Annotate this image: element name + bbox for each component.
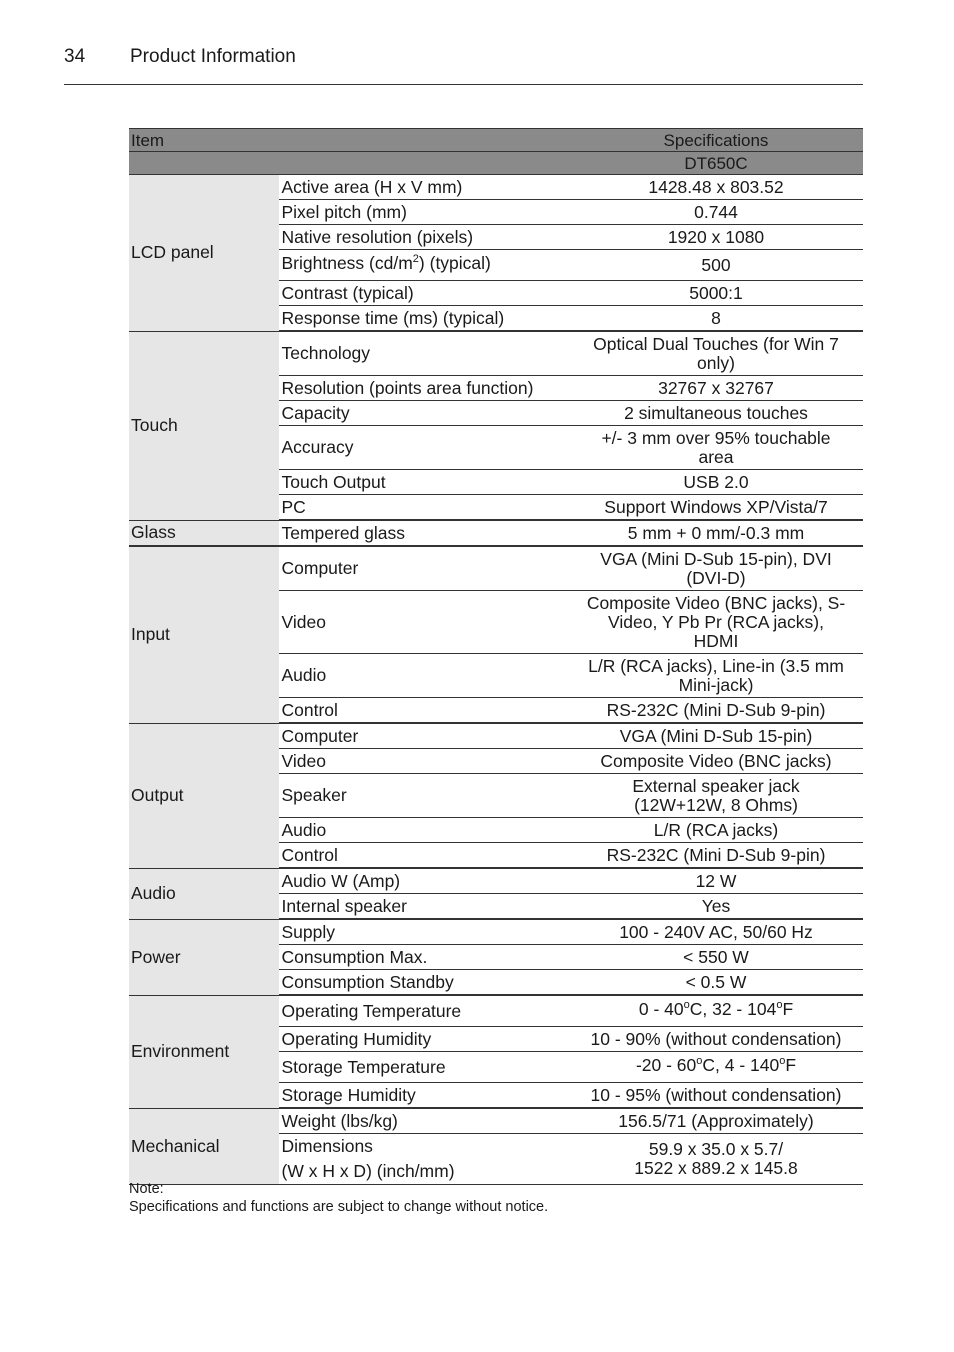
spec-value [569,546,863,591]
spec-label: Video [279,749,569,774]
page-header [64,44,863,85]
category-cell: Touch [129,331,279,520]
value-line: VGA (Mini D-Sub 15-pin), DVI [600,548,832,569]
spec-value [569,426,863,470]
spec-label: Resolution (points area function) [279,376,569,401]
spec-label: Control [279,843,569,869]
category-cell: Power [129,919,279,995]
spec-value: RS-232C (Mini D-Sub 9-pin) [569,843,863,869]
note-title: Note: [129,1181,164,1197]
value-line: 1522 x 889.2 x 145.8 [634,1158,798,1178]
spec-label: Video [279,591,569,654]
spec-value: 10 - 95% (without condensation) [569,1083,863,1109]
spec-value: 1428.48 x 803.52 [569,175,863,200]
spec-value: 0.744 [569,200,863,225]
value-line: +/- 3 mm over 95% touchable [601,427,831,448]
spec-label: Storage Humidity [279,1083,569,1109]
spec-label: Operating Humidity [279,1027,569,1052]
spec-value: 100 - 240V AC, 50/60 Hz [569,919,863,945]
spec-value [569,654,863,698]
table-row [129,331,863,376]
spec-label: Speaker [279,774,569,818]
spec-label: Control [279,698,569,724]
value-line: Video, Y Pb Pr (RCA jacks), [608,611,824,632]
spec-label: Computer [279,723,569,749]
category-cell: Audio [129,868,279,919]
spec-label: Weight (lbs/kg) [279,1108,569,1134]
spec-value: USB 2.0 [569,470,863,495]
spec-label: Touch Output [279,470,569,495]
spec-value: VGA (Mini D-Sub 15-pin) [569,723,863,749]
spec-value: 5 mm + 0 mm/-0.3 mm [569,520,863,546]
value-line: External speaker jack [632,775,800,796]
value-line: Optical Dual Touches (for Win 7 [593,333,839,354]
note-text: Specifications and functions are subject to change without notice. [129,1199,549,1215]
spec-label: Supply [279,919,569,945]
model-name: DT650C [569,152,863,175]
value-line: L/R (RCA jacks), Line-in (3.5 mm [588,655,844,676]
spec-label: Audio W (Amp) [279,868,569,894]
table-row [129,175,863,200]
spec-label: Native resolution (pixels) [279,225,569,250]
footnote [129,1180,548,1216]
spec-value: 1920 x 1080 [569,225,863,250]
table-row [129,520,863,546]
spec-value: 32767 x 32767 [569,376,863,401]
value-text: C, 32 - 104 [689,999,777,1019]
model-header-spacer [129,152,569,175]
spec-value: 500 [569,250,863,281]
table-header-row [129,129,863,152]
degree-superscript: o [696,1055,703,1067]
degree-superscript: o [683,999,690,1011]
spec-value: < 0.5 W [569,970,863,996]
spec-label: Storage Temperature [279,1052,569,1083]
degree-superscript: o [779,1055,786,1067]
value-text: 0 - 40 [638,999,684,1019]
spec-label: Response time (ms) (typical) [279,306,569,332]
spec-value: 156.5/71 (Approximately) [569,1108,863,1134]
value-text: F [785,1055,797,1075]
superscript: 2 [412,253,419,265]
spec-label: PC [279,495,569,521]
page-number: 34 [64,46,86,67]
label-line: (W x H x D) (inch/mm) [281,1161,455,1181]
spec-value: 2 simultaneous touches [569,401,863,426]
spec-value: Yes [569,894,863,920]
value-line: Mini-jack) [678,674,754,695]
label-line: Dimensions [281,1136,373,1156]
column-header-specifications: Specifications [569,129,863,152]
spec-label: Consumption Standby [279,970,569,996]
spec-label: Active area (H x V mm) [279,175,569,200]
spec-value [569,774,863,818]
spec-value: < 550 W [569,945,863,970]
spec-label: Tempered glass [279,520,569,546]
category-cell: Output [129,723,279,868]
table-row [129,546,863,591]
value-text: C, 4 - 140 [702,1055,780,1075]
spec-value [569,591,863,654]
spec-label: Pixel pitch (mm) [279,200,569,225]
spec-value [569,1052,863,1083]
value-line: only) [697,352,735,373]
spec-value: 5000:1 [569,281,863,306]
spec-value: 12 W [569,868,863,894]
spec-label: Consumption Max. [279,945,569,970]
spec-label [279,250,569,281]
degree-superscript: o [776,999,783,1011]
value-text: -20 - 60 [635,1055,697,1075]
category-cell: Environment [129,995,279,1108]
value-text: F [782,999,794,1019]
spec-label: Computer [279,546,569,591]
value-line: area [698,446,734,467]
spec-value: 8 [569,306,863,332]
table-row [129,868,863,894]
spec-label [279,1134,569,1185]
spec-label: Operating Temperature [279,995,569,1027]
spec-label: Capacity [279,401,569,426]
label-text: ) (typical) [418,253,491,273]
spec-label: Audio [279,654,569,698]
value-line: (12W+12W, 8 Ohms) [634,794,798,815]
spec-value: RS-232C (Mini D-Sub 9-pin) [569,698,863,724]
spec-label: Audio [279,818,569,843]
category-cell: Mechanical [129,1108,279,1185]
value-line: HDMI [693,630,739,651]
spec-label: Internal speaker [279,894,569,920]
spec-value: L/R (RCA jacks) [569,818,863,843]
table-row [129,723,863,749]
table-row [129,995,863,1027]
category-cell: Glass [129,520,279,546]
table-row [129,1108,863,1134]
value-line: Composite Video (BNC jacks), S- [586,592,846,613]
value-line: 59.9 x 35.0 x 5.7/ [648,1139,784,1159]
table-row [129,919,863,945]
spec-value [569,331,863,376]
spec-label: Contrast (typical) [279,281,569,306]
spec-label: Accuracy [279,426,569,470]
category-cell: Input [129,546,279,723]
model-header-row [129,152,863,175]
column-header-item: Item [129,129,569,152]
spec-value: Composite Video (BNC jacks) [569,749,863,774]
specifications-table [129,128,863,1185]
spec-label: Technology [279,331,569,376]
spec-value: 10 - 90% (without condensation) [569,1027,863,1052]
spec-value [569,995,863,1027]
spec-value: Support Windows XP/Vista/7 [569,495,863,521]
section-title: Product Information [130,46,296,67]
spec-value [569,1134,863,1185]
value-line: (DVI-D) [686,567,746,588]
label-text: Brightness (cd/m [281,253,413,273]
category-cell: LCD panel [129,175,279,332]
